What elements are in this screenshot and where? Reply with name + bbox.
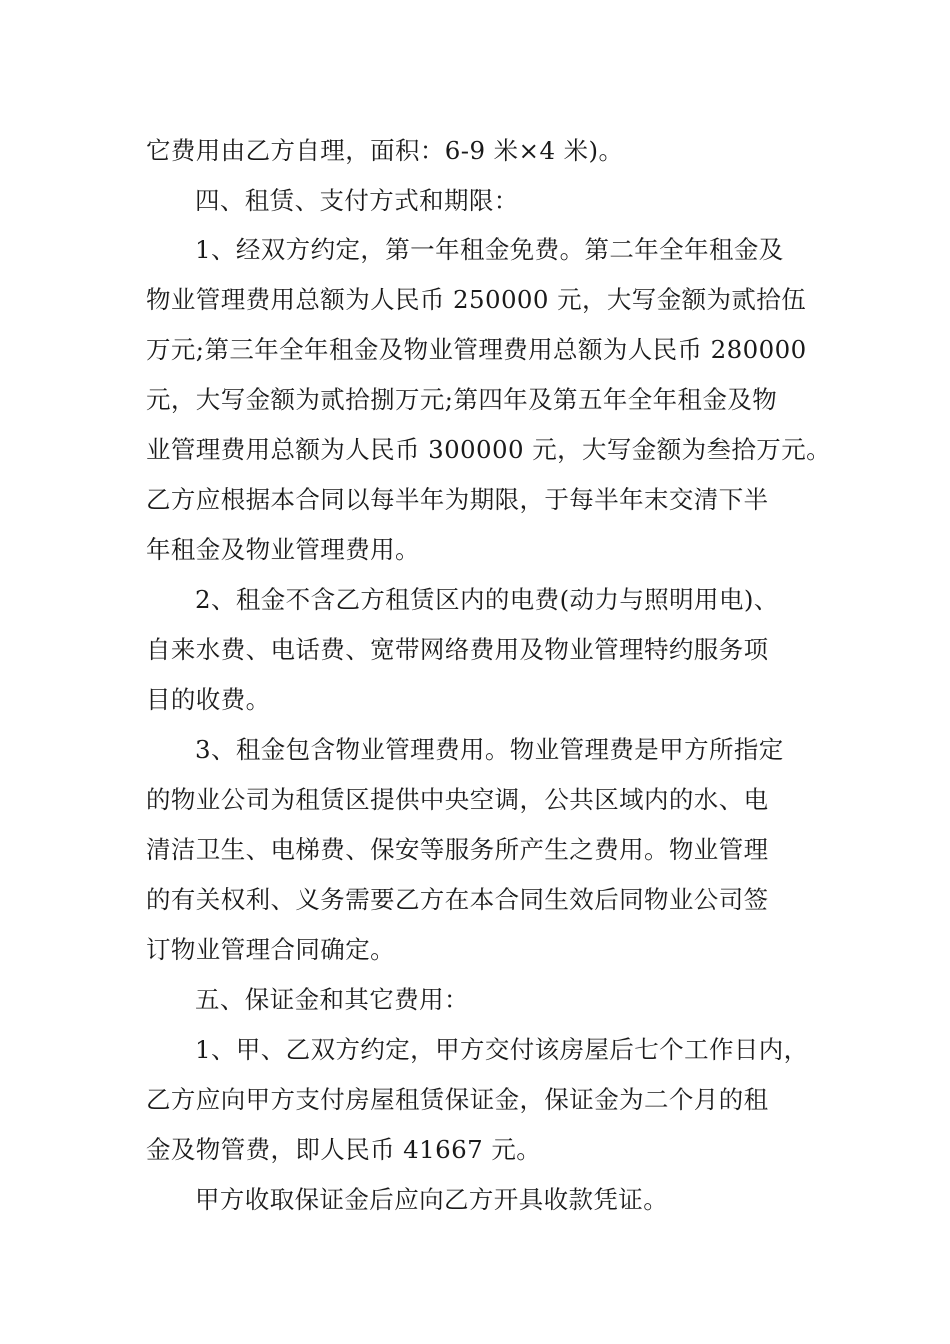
text-line: 它费用由乙方自理，面积：6-9 米×4 米)。 — [146, 136, 624, 165]
text-line: 的有关权利、义务需要乙方在本合同生效后同物业公司签 — [146, 885, 769, 914]
text-line: 目的收费。 — [146, 685, 271, 714]
text-line: 的物业公司为租赁区提供中央空调，公共区域内的水、电 — [146, 785, 769, 814]
text-line: 乙方应根据本合同以每半年为期限，于每半年末交清下半 — [146, 485, 769, 514]
text-line: 1、甲、乙双方约定，甲方交付该房屋后七个工作日内， — [195, 1035, 809, 1064]
text-line: 金及物管费，即人民币 41667 元。 — [146, 1135, 542, 1164]
text-line: 万元;第三年全年租金及物业管理费用总额为人民币 280000 — [146, 335, 807, 364]
text-line: 甲方收取保证金后应向乙方开具收款凭证。 — [195, 1185, 669, 1214]
text-line: 1、经双方约定，第一年租金免费。第二年全年租金及 — [195, 235, 784, 264]
section-heading-5: 五、保证金和其它费用： — [195, 985, 469, 1014]
text-line: 业管理费用总额为人民币 300000 元，大写金额为叁拾万元。 — [146, 435, 831, 464]
text-line: 年租金及物业管理费用。 — [146, 535, 420, 564]
text-line: 清洁卫生、电梯费、保安等服务所产生之费用。物业管理 — [146, 835, 769, 864]
text-line: 2、租金不含乙方租赁区内的电费(动力与照明用电)、 — [195, 585, 779, 614]
text-line: 3、租金包含物业管理费用。物业管理费是甲方所指定 — [195, 735, 784, 764]
text-line: 物业管理费用总额为人民币 250000 元，大写金额为贰拾伍 — [146, 285, 807, 314]
section-heading-4: 四、租赁、支付方式和期限： — [195, 186, 519, 215]
text-line: 订物业管理合同确定。 — [146, 935, 395, 964]
text-line: 元，大写金额为贰拾捌万元;第四年及第五年全年租金及物 — [146, 385, 778, 414]
text-line: 乙方应向甲方支付房屋租赁保证金，保证金为二个月的租 — [146, 1085, 769, 1114]
text-line: 自来水费、电话费、宽带网络费用及物业管理特约服务项 — [146, 635, 769, 664]
